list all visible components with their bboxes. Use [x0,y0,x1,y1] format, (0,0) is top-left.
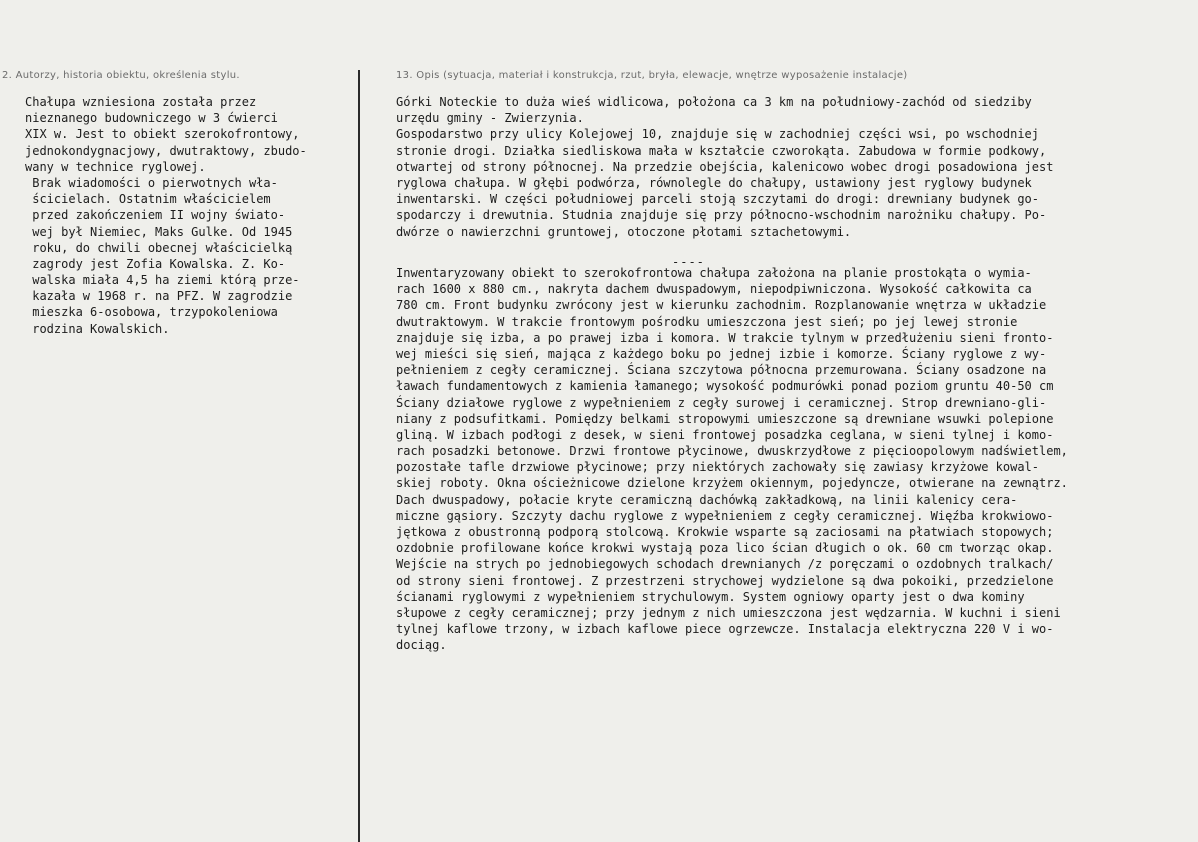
text-line: Brak wiadomości o pierwotnych wła- [25,175,278,190]
text-line: spodarczy i drewutnia. Studnia znajduje się przy północno-wschodnim narożniku chałupy. Po- [396,208,1047,223]
text-line: Górki Noteckie to duża wieś widlicowa, położona ca 3 km na południowy-zachód od siedziby [396,95,1032,109]
text-line: słupowe z cegły ceramicznej; przy jednym z nich umieszczona jest wędzarnia. W kuchni i sieni [396,605,1061,620]
text-line: dwutraktowym. W trakcie frontowym pośrodku umieszczona jest sień; po jej lewej stronie [396,314,1018,329]
text-line: rodzina Kowalskich. [25,321,170,336]
right-column-header: 13. Opis (sytuacja, materiał i konstrukcja, rzut, bryła, elewacje, wnętrze wyposażenie instalacje) [396,70,908,81]
text-line: ławach fundamentowych z kamienia łamanego; wysokość podmurówki ponad poziom gruntu 40-50 cm [396,379,1054,394]
text-line: nieznanego budowniczego w 3 ćwierci [25,111,278,126]
description-text-part-1 [396,94,1053,240]
text-line: Gospodarstwo przy ulicy Kolejowej 10, znajduje się w zachodniej części wsi, po wschodniej [396,127,1039,142]
text-line: jednokondygnacjowy, dwutraktowy, zbudo- [25,143,307,158]
left-column-header: 2. Autorzy, historia obiektu, określenia stylu. [2,70,240,81]
text-line: rach 1600 x 880 cm., nakryta dachem dwuspadowym, niepodpiwniczona. Wysokość całkowita ca [396,282,1032,297]
text-line: pełnieniem z cegły ceramicznej. Ściana szczytowa północna przemurowana. Ściany osadzone na [396,363,1047,378]
text-line: inwentarski. W części południowej parceli stoją szczytami do drogi: drewniany budynek go- [396,192,1039,207]
text-line: tylnej kaflowe trzony, w izbach kaflowe piece ogrzewcze. Instalacja elektryczna 220 V i wo- [396,622,1054,637]
description-text-part-2 [396,265,1068,654]
text-line: roku, do chwili obecnej właścicielką [25,240,293,255]
text-line: pozostałe tafle drzwiowe płycinowe; przy niektórych zachowały się zawiasy krzyżowe kowal- [396,460,1039,475]
text-line: przed zakończeniem II wojny świato- [25,208,286,223]
text-line: ścianami ryglowymi z wypełnieniem strychulowym. System ogniowy oparty jest o dwa kominy [396,589,1025,604]
text-line: wej mieści się sień, mająca z każdego boku po jednej izbie i komorze. Ściany ryglowe z wy- [396,346,1047,361]
text-line: skiej roboty. Okna ościeżnicowe dzielone krzyżem okiennym, pojedyncze, otwierane na zewnątrz. [396,476,1068,491]
text-line: walska miała 4,5 ha ziemi którą prze- [25,273,300,288]
text-line: ozdobnie profilowane końce krokwi wystają poza lico ścian długich o ok. 60 cm tworząc okap. [396,541,1054,556]
text-line: otwartej od strony północnej. Na przedzie obejścia, kalenicowo wobec drogi posadowiona jest [396,159,1054,174]
history-text [25,94,307,337]
text-line: jętkowa z obustronną podporą stolcową. Krokwie wsparte są zaciosami na płatwiach stopowych; [396,525,1054,539]
text-line: XIX w. Jest to obiekt szerokofrontowy, [25,127,300,142]
text-line: mieszka 6-osobowa, trzypokoleniowa [25,305,278,320]
text-line: dociąg. [396,638,447,653]
text-line: urzędu gminy - Zwierzynia. [396,111,584,126]
text-line: 780 cm. Front budynku zwrócony jest w kierunku zachodnim. Rozplanowanie wnętrza w układzie [396,298,1047,313]
text-line: wany w technice ryglowej. [25,159,206,174]
text-line: niany z podsufitkami. Pomiędzy belkami stropowymi umieszczone są drewniane wsuwki polepione [396,411,1054,426]
text-line: Chałupa wzniesiona została przez [25,95,257,109]
column-divider [358,70,360,842]
text-line: rach posadzki betonowe. Drzwi frontowe płycinowe, dwuskrzydłowe z pięcioopolowym nadświetlem, [396,444,1068,459]
text-line: Inwentaryzowany obiekt to szerokofrontowa chałupa założona na planie prostokąta o wymia- [396,266,1032,280]
text-line: dwórze o nawierzchni gruntowej, otoczone płotami sztachetowymi. [396,224,852,239]
text-line: Ściany działowe ryglowe z wypełnieniem z cegły surowej i ceramicznej. Strop drewniano-gli- [396,395,1047,410]
text-line: wej był Niemiec, Maks Gulke. Od 1945 [25,224,293,239]
text-line: ścicielach. Ostatnim właścicielem [25,192,271,207]
text-line: ryglowa chałupa. W głębi podwórza, równolegle do chałupy, ustawiony jest ryglowy budynek [396,175,1032,190]
text-line: Dach dwuspadowy, połacie kryte ceramiczną dachówką zakładkową, na linii kalenicy cera- [396,492,1018,507]
text-line: Wejście na strych po jednobiegowych schodach drewnianych /z poręczami o ozdobnych tralkach/ [396,557,1054,572]
text-line: gliną. W izbach podłogi z desek, w sieni frontowej posadzka ceglana, w sieni tylnej i komo- [396,427,1054,442]
text-line: od strony sieni frontowej. Z przestrzeni strychowej wydzielone są dwa pokoiki, przedzielone [396,573,1054,588]
text-line: stronie drogi. Działka siedliskowa mała w kształcie czworokąta. Zabudowa w formie podkowy, [396,143,1047,158]
text-line: zagrody jest Zofia Kowalska. Z. Ko- [25,256,286,271]
text-line: kazała w 1968 r. na PFZ. W zagrodzie [25,289,293,304]
text-line: miczne gąsiory. Szczyty dachu ryglowe z wypełnieniem z cegły ceramicznej. Więźba krokwiowo- [396,508,1054,523]
section-separator: ---- [672,255,705,269]
text-line: znajduje się izba, a po prawej izba i komora. W trakcie tylnym w przedłużeniu sieni fronto- [396,330,1054,345]
